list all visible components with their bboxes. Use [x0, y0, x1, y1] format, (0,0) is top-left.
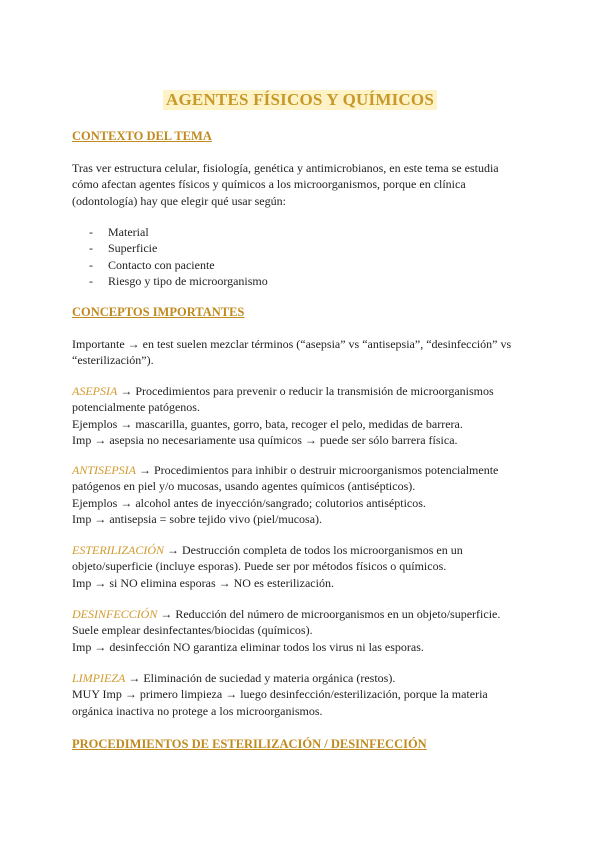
- text-line: patógenos en piel y/o mucosas, usando agentes químicos (antisépticos).: [72, 479, 416, 494]
- text-line: cómo afectan agentes físicos y químicos a los microorganismos, porque en clínica: [72, 177, 466, 192]
- definition-esterilizacion: [72, 542, 532, 591]
- bullet-marker: -: [89, 257, 93, 272]
- list-item: [72, 273, 532, 289]
- text-line: [72, 670, 532, 686]
- text-line: [72, 383, 532, 399]
- list-item-text: Riesgo y tipo de microorganismo: [108, 273, 268, 288]
- bullet-marker: -: [89, 273, 93, 288]
- list-item-text: Material: [108, 225, 149, 239]
- bullet-marker: -: [89, 225, 93, 239]
- definition-asepsia: [72, 383, 532, 448]
- definition-text: → Destrucción completa de todos los microorganismos en un: [164, 543, 463, 557]
- heading-contexto: CONTEXTO DEL TEMA: [72, 129, 212, 143]
- text-line: [72, 462, 532, 478]
- title-wrap: [0, 90, 600, 110]
- list-item: [72, 224, 532, 240]
- list-item: [72, 240, 532, 256]
- heading-procedimientos: PROCEDIMIENTOS DE ESTERILIZACIÓN / DESINFECCIÓN: [72, 737, 427, 751]
- definition-text: → Eliminación de suciedad y materia orgánica (restos).: [125, 671, 396, 685]
- text-line: objeto/superficie (incluye esporas). Puede ser por métodos físicos o químicos.: [72, 559, 447, 574]
- text-line: Ejemplos → alcohol antes de inyección/sangrado; colutorios antisépticos.: [72, 495, 426, 510]
- text-line: “esterilización”).: [72, 353, 154, 368]
- text-line: Importante → en test suelen mezclar términos (“asepsia” vs “antisepsia”, “desinfección” vs: [72, 337, 512, 351]
- term-limpieza: LIMPIEZA: [72, 671, 126, 685]
- text-line: [72, 606, 532, 622]
- text-line: Imp → si NO elimina esporas → NO es esterilización.: [72, 575, 334, 590]
- text-line: Imp → antisepsia = sobre tejido vivo (piel/mucosa).: [72, 511, 323, 526]
- text-line: Imp → desinfección NO garantiza eliminar todos los virus ni las esporas.: [72, 639, 424, 654]
- definition-text: → Procedimientos para prevenir o reducir la transmisión de microorganismos: [117, 384, 494, 398]
- text-line: Tras ver estructura celular, fisiología, genética y antimicrobianos, en este tema se estudia: [72, 161, 499, 175]
- list-item: [72, 257, 532, 273]
- heading-conceptos: CONCEPTOS IMPORTANTES: [72, 305, 245, 319]
- text-line: MUY Imp → primero limpieza → luego desinfección/esterilización, porque la materia: [72, 687, 488, 702]
- text-line: orgánica inactiva no protege a los microorganismos.: [72, 703, 323, 718]
- definition-limpieza: [72, 670, 532, 719]
- text-line: [72, 542, 532, 558]
- text-line: Suele emplear desinfectantes/biocidas (químicos).: [72, 623, 313, 638]
- definition-text: → Reducción del número de microorganismos en un objeto/superficie.: [157, 607, 501, 621]
- definition-text: → Procedimientos para inhibir o destruir microorganismos potencialmente: [136, 463, 499, 477]
- definition-antisepsia: [72, 462, 532, 527]
- term-esterilizacion: ESTERILIZACIÓN: [72, 543, 165, 557]
- text-line: Ejemplos → mascarilla, guantes, gorro, bata, recoger el pelo, medidas de barrera.: [72, 416, 463, 431]
- term-desinfeccion: DESINFECCIÓN: [72, 607, 158, 621]
- contexto-bullets: [72, 224, 532, 289]
- definition-desinfeccion: [72, 606, 532, 655]
- term-asepsia: ASEPSIA: [72, 384, 118, 398]
- term-antisepsia: ANTISEPSIA: [72, 463, 136, 477]
- text-line: (odontología) hay que elegir qué usar según:: [72, 193, 286, 208]
- list-item-text: Superficie: [108, 241, 158, 256]
- contexto-intro: [72, 160, 532, 209]
- text-line: potencialmente patógenos.: [72, 400, 200, 415]
- bullet-marker: -: [89, 241, 93, 256]
- importante-paragraph: [72, 336, 532, 369]
- text-line: Imp → asepsia no necesariamente usa químicos → puede ser sólo barrera física.: [72, 432, 458, 447]
- document-title: AGENTES FÍSICOS Y QUÍMICOS: [163, 90, 437, 110]
- list-item-text: Contacto con paciente: [108, 257, 215, 272]
